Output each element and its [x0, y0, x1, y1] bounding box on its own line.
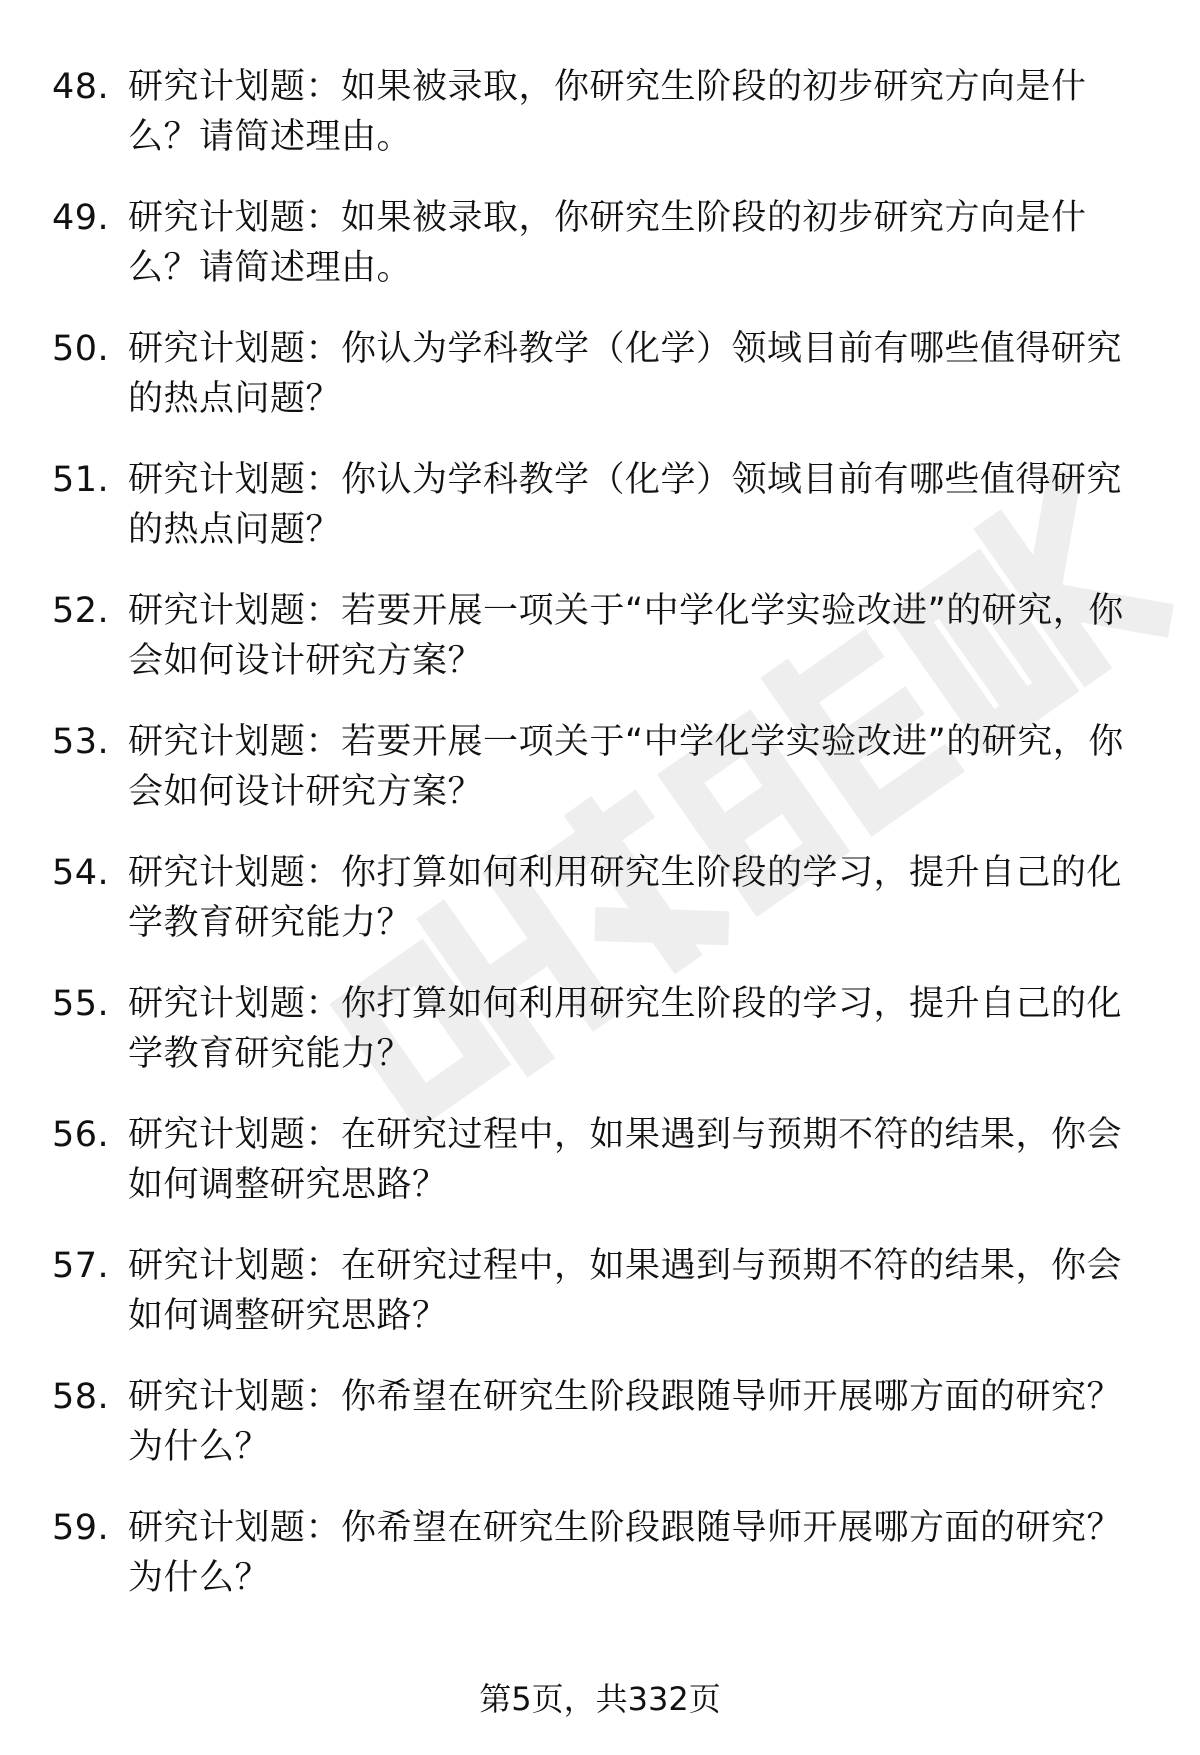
question-number: 54. [52, 853, 110, 893]
question-number: 49. [52, 198, 110, 238]
page-footer: 第5页，共332页 [479, 1680, 721, 1718]
question-number: 50. [52, 329, 110, 369]
question-text: 研究计划题：若要开展一项关于“中学化学实验改进”的研究，你会如何设计研究方案？ [128, 591, 1124, 681]
question-number: 52. [52, 591, 110, 631]
question-item [52, 848, 1142, 948]
question-text: 研究计划题：在研究过程中，如果遇到与预期不符的结果，你会如何调整研究思路？ [128, 1246, 1123, 1336]
question-item [52, 1241, 1142, 1341]
question-item [52, 455, 1142, 555]
question-item [52, 1372, 1142, 1472]
question-number: 58. [52, 1377, 110, 1417]
question-text: 研究计划题：你打算如何利用研究生阶段的学习，提升自己的化学教育研究能力？ [128, 984, 1123, 1074]
question-text: 研究计划题：你认为学科教学（化学）领域目前有哪些值得研究的热点问题？ [128, 460, 1123, 550]
question-text: 研究计划题：若要开展一项关于“中学化学实验改进”的研究，你会如何设计研究方案？ [128, 722, 1124, 812]
question-item [52, 324, 1142, 424]
question-item [52, 1503, 1142, 1603]
question-number: 55. [52, 984, 110, 1024]
question-number: 57. [52, 1246, 110, 1286]
question-item [52, 1110, 1142, 1210]
question-list [52, 62, 1142, 1634]
question-number: 59. [52, 1508, 110, 1548]
question-text: 研究计划题：你希望在研究生阶段跟随导师开展哪方面的研究？为什么？ [128, 1377, 1123, 1467]
question-text: 研究计划题：如果被录取，你研究生阶段的初步研究方向是什么？请简述理由。 [128, 67, 1087, 157]
question-item [52, 193, 1142, 293]
question-number: 48. [52, 67, 110, 107]
question-text: 研究计划题：在研究过程中，如果遇到与预期不符的结果，你会如何调整研究思路？ [128, 1115, 1123, 1205]
question-text: 研究计划题：你希望在研究生阶段跟随导师开展哪方面的研究？为什么？ [128, 1508, 1123, 1598]
question-text: 研究计划题：你认为学科教学（化学）领域目前有哪些值得研究的热点问题？ [128, 329, 1123, 419]
question-item [52, 979, 1142, 1079]
question-text: 研究计划题：你打算如何利用研究生阶段的学习，提升自己的化学教育研究能力？ [128, 853, 1123, 943]
question-number: 53. [52, 722, 110, 762]
question-number: 56. [52, 1115, 110, 1155]
question-item [52, 62, 1142, 162]
question-number: 51. [52, 460, 110, 500]
question-item [52, 717, 1142, 817]
question-item [52, 586, 1142, 686]
question-text: 研究计划题：如果被录取，你研究生阶段的初步研究方向是什么？请简述理由。 [128, 198, 1087, 288]
